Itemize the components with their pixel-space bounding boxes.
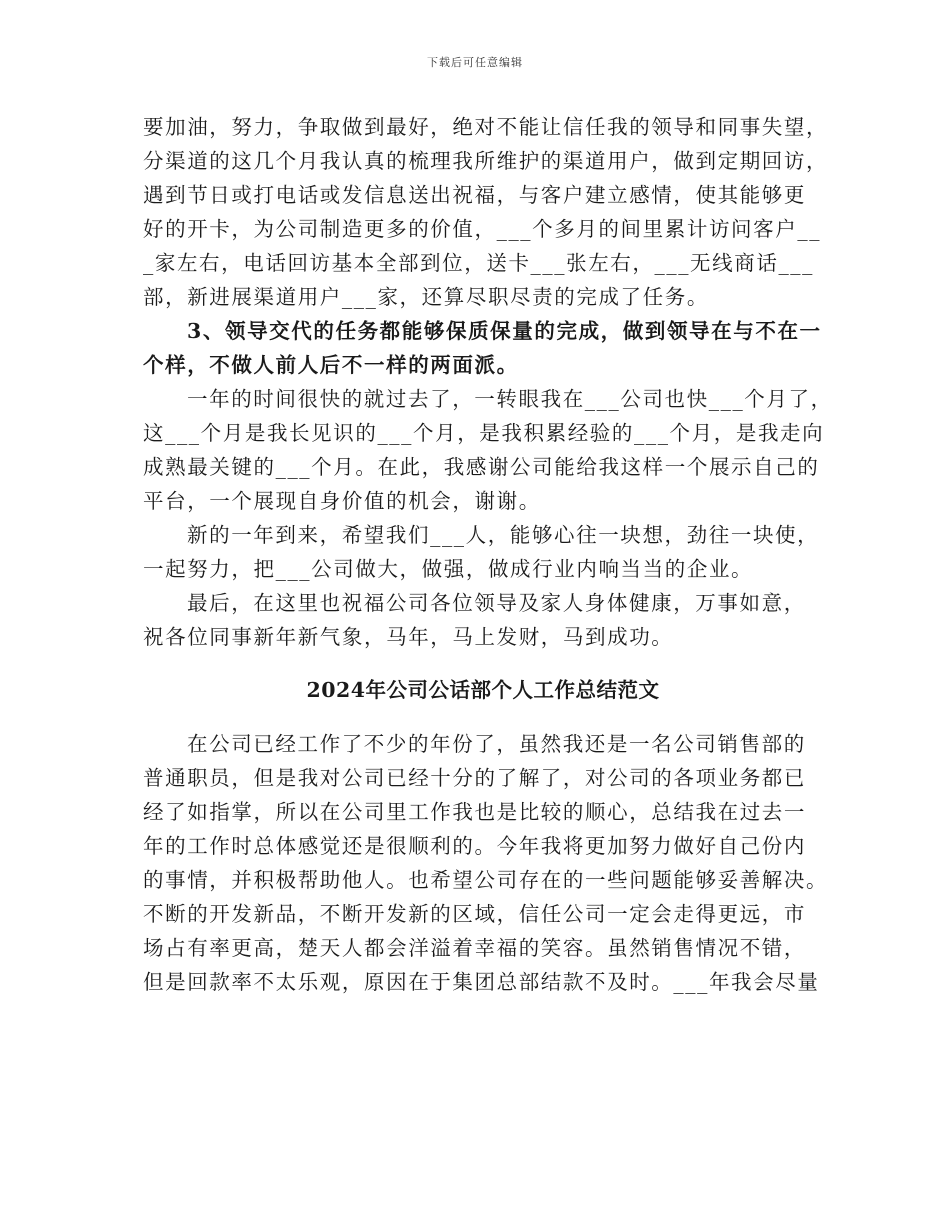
- new-year-paragraph: [143, 518, 823, 586]
- text-line: 要加油，努力，争取做到最好，绝对不能让信任我的领导和同事失望，: [143, 115, 829, 139]
- bold-text-line: 3、领导交代的任务都能够保质保量的完成，做到领导在与不在一: [187, 319, 822, 343]
- text-line: 一年的时间很快的就过去了，一转眼我在___公司也快___个月了，: [187, 387, 833, 411]
- continued-paragraph: [143, 110, 829, 314]
- text-line: 平台，一个展现自身价值的机会，谢谢。: [143, 489, 541, 513]
- closing-paragraph: [143, 586, 823, 654]
- article-paragraph: [143, 727, 829, 999]
- text-line: 成熟最关键的___个月。在此，我感谢公司能给我这样一个展示自己的: [143, 455, 820, 479]
- text-line: 不断的开发新品，不断开发新的区域，信任公司一定会走得更远，市: [143, 902, 806, 926]
- page-header: 下载后可任意编辑: [427, 56, 523, 69]
- text-line: 遇到节日或打电话或发信息送出祝福，与客户建立感情，使其能够更: [143, 183, 806, 207]
- text-line: 这___个月是我长见识的___个月，是我积累经验的___个月，是我走向: [143, 421, 825, 445]
- text-line: 一起努力，把___公司做大，做强，做成行业内响当当的企业。: [143, 557, 754, 581]
- point-3-heading: [143, 314, 823, 382]
- document-body: [143, 110, 833, 999]
- text-line: _家左右，电话回访基本全部到位，送卡___张左右，___无线商话___: [143, 251, 814, 275]
- text-line: 部，新进展渠道用户___家，还算尽职尽责的完成了任务。: [143, 285, 709, 309]
- text-line: 好的开卡，为公司制造更多的价值，___个多月的间里累计访问客户__: [143, 217, 822, 241]
- article-title: 2024年公司公话部个人工作总结范文: [306, 678, 660, 702]
- text-line: 经了如指掌，所以在公司里工作我也是比较的顺心，总结我在过去一: [143, 800, 806, 824]
- text-line: 场占有率更高，楚天人都会洋溢着幸福的笑容。虽然销售情况不错，: [143, 936, 806, 960]
- text-line: 年的工作时总体感觉还是很顺利的。今年我将更加努力做好自己份内: [143, 834, 806, 858]
- text-line: 分渠道的这几个月我认真的梳理我所维护的渠道用户，做到定期回访，: [143, 149, 829, 173]
- text-line: 祝各位同事新年新气象，马年，马上发财，马到成功。: [143, 625, 674, 649]
- bold-text-line: 个样，不做人前人后不一样的两面派。: [143, 353, 519, 377]
- text-line: 的事情，并积极帮助他人。也希望公司存在的一些问题能够妥善解决。: [143, 868, 829, 892]
- text-line: 在公司已经工作了不少的年份了，虽然我还是一名公司销售部的: [187, 732, 806, 756]
- year-paragraph: [143, 382, 833, 518]
- text-line: 普通职员，但是我对公司已经十分的了解了，对公司的各项业务都已: [143, 766, 806, 790]
- text-line: 但是回款率不太乐观，原因在于集团总部结款不及时。___年我会尽量: [143, 970, 820, 994]
- text-line: 最后，在这里也祝福公司各位领导及家人身体健康，万事如意，: [187, 591, 806, 615]
- text-line: 新的一年到来，希望我们___人，能够心往一块想，劲往一块使，: [187, 523, 820, 547]
